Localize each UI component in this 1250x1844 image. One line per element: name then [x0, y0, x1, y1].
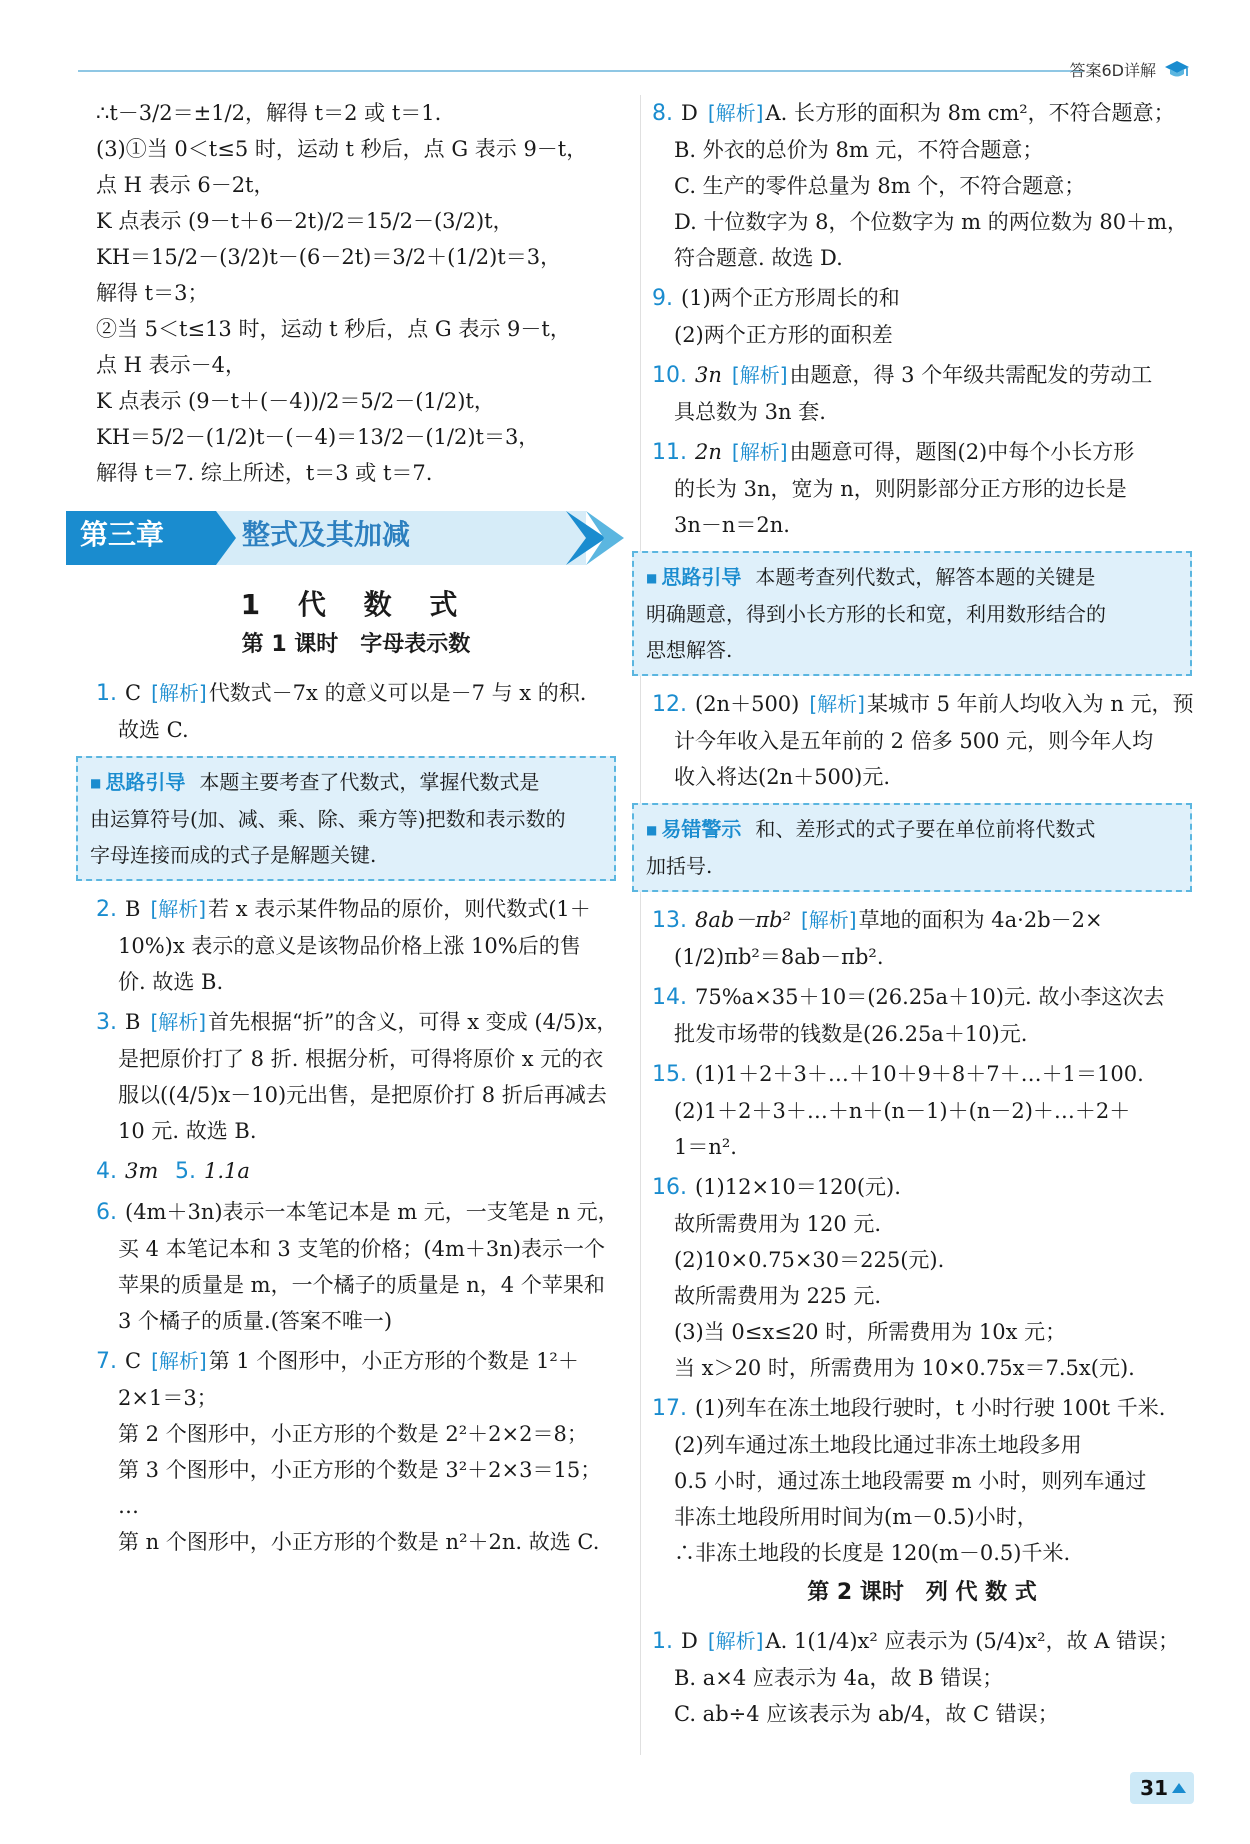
text-line: 第 3 个图形中，小正方形的个数是 3²＋2×3＝15；: [118, 1458, 602, 1482]
text-line: 3n－n＝2n.: [674, 513, 790, 537]
left-column: [80, 95, 619, 1564]
text-line: 由题意，得 3 个年级共需配发的劳动工: [789, 363, 1153, 387]
question-number: 11.: [652, 440, 687, 465]
answer: (2n＋500): [695, 692, 800, 716]
question-number: 15.: [652, 1062, 687, 1087]
text-line: 10%)x 表示的意义是该物品价格上涨 10%后的售: [118, 934, 581, 958]
text-line: 1＝n².: [674, 1135, 737, 1159]
tip-text: 和、差形式的式子要在单位前将代数式: [755, 817, 1096, 841]
text-line: B. 外衣的总价为 8m 元，不符合题意；: [674, 138, 1044, 162]
answer: C: [125, 1349, 142, 1373]
question-number: 2.: [96, 897, 117, 922]
question-9: [652, 280, 1192, 353]
question-6: [96, 1194, 619, 1339]
question-number: 1.: [652, 1629, 673, 1654]
text-line: K 点表示 (9－t＋(－4))/2＝5/2－(1/2)t，: [96, 389, 495, 413]
warning-box: [632, 803, 1192, 892]
text-line: 服以((4/5)x－10)元出售，是把原价打 8 折后再减去: [118, 1083, 607, 1107]
text-line: 的长为 3n，宽为 n，则阴影部分正方形的边长是: [674, 477, 1127, 501]
header: [1069, 58, 1190, 81]
previous-solution: [96, 95, 616, 491]
question-number: 3.: [96, 1010, 117, 1035]
question-1: [96, 675, 616, 748]
text-line: 第 2 个图形中，小正方形的个数是 2²＋2×2＝8；: [118, 1422, 588, 1446]
question-13: [652, 902, 1192, 975]
text-line: 具总数为 3n 套.: [674, 400, 826, 424]
graduation-cap-icon: [1164, 59, 1190, 81]
tip-text: 本题考查列代数式，解答本题的关键是: [755, 565, 1096, 589]
question-number: 9.: [652, 286, 673, 311]
text-line: 点 H 表示－4，: [96, 353, 247, 377]
question-number: 14.: [652, 985, 687, 1010]
tip-text: 由运算符号(加、减、乘、除、乘方等)把数和表示数的: [90, 807, 566, 831]
tip-text: 加括号.: [646, 854, 713, 878]
question-number: 17.: [652, 1396, 687, 1421]
tip-title: ■ 思路引导: [90, 770, 185, 794]
question-2: [96, 891, 616, 1000]
analysis-tag: [解析]: [801, 908, 857, 932]
lesson-title: 第 1 课时 字母表示数: [241, 632, 471, 657]
question-number: 1.: [96, 681, 117, 706]
question-number: 7.: [96, 1349, 117, 1374]
answer: 3n: [695, 363, 722, 387]
text-line: 故所需费用为 120 元.: [674, 1212, 882, 1236]
text-line: 75%a×35＋10＝(26.25a＋10)元. 故小李这次去: [695, 985, 1165, 1009]
text-line: …: [118, 1494, 139, 1518]
analysis-tag: [解析]: [707, 101, 764, 125]
text-line: 3 个橘子的质量.(答案不唯一): [118, 1309, 393, 1333]
answer: B: [125, 897, 141, 921]
text-line: 是把原价打了 8 折. 根据分析，可得将原价 x 元的衣: [118, 1047, 604, 1071]
text-line: 收入将达(2n＋500)元.: [674, 765, 891, 789]
text-line: 批发市场带的钱数是(26.25a＋10)元.: [674, 1022, 1028, 1046]
text-line: B. a×4 应表示为 4a，故 B 错误；: [674, 1666, 1004, 1690]
question-number: 10.: [652, 363, 687, 388]
analysis-tag: [解析]: [151, 1349, 207, 1373]
text-line: K 点表示 (9－t＋6－2t)/2＝15/2－(3/2)t，: [96, 209, 514, 233]
answer: 3m: [125, 1159, 159, 1183]
tip-text: 思想解答.: [646, 638, 733, 662]
analysis-tag: [解析]: [731, 363, 788, 387]
text-line: 点 H 表示 6－2t，: [96, 173, 275, 197]
chapter-number: 第三章: [80, 518, 165, 551]
question-16: [652, 1169, 1192, 1386]
analysis-tag: [解析]: [150, 897, 207, 921]
lesson2-question-1: [652, 1623, 1192, 1732]
text-line: A. 1(1/4)x² 应表示为 (5/4)x²，故 A 错误；: [765, 1629, 1180, 1653]
tip-box: [76, 756, 616, 881]
text-line: ∴非冻土地段的长度是 120(m－0.5)千米.: [674, 1541, 1071, 1565]
text-line: 当 x＞20 时，所需费用为 10×0.75x＝7.5x(元).: [674, 1356, 1135, 1380]
question-15: [652, 1056, 1192, 1165]
analysis-tag: [解析]: [150, 1010, 207, 1034]
text-line: 苹果的质量是 m，一个橘子的质量是 n，4 个苹果和: [118, 1273, 605, 1297]
question-12: [652, 686, 1192, 795]
text-line: (2)列车通过冻土地段比通过非冻土地段多用: [674, 1433, 1082, 1457]
question-number: 5.: [174, 1159, 196, 1184]
text-line: 由题意可得，题图(2)中每个小长方形: [789, 440, 1135, 464]
text-line: (1)列车在冻土地段行驶时，t 小时行驶 100t 千米.: [695, 1396, 1166, 1420]
lesson-title: 第 2 课时 列 代 数 式: [807, 1580, 1037, 1605]
question-number: 8.: [652, 101, 673, 126]
answer: 2n: [695, 440, 722, 464]
header-label: 答案6D详解: [1069, 61, 1156, 80]
text-line: 计今年收入是五年前的 2 倍多 500 元，则今年人均: [674, 729, 1154, 753]
question-17: [652, 1390, 1192, 1571]
right-column: [646, 95, 1194, 1736]
answer: 8ab－πb²: [695, 908, 791, 932]
text-line: 10 元. 故选 B.: [118, 1119, 257, 1143]
question-number: 16.: [652, 1175, 687, 1200]
question-number: 12.: [652, 692, 687, 717]
text-line: 故所需费用为 225 元.: [674, 1284, 882, 1308]
text-line: 代数式－7x 的意义可以是－7 与 x 的积.: [208, 681, 587, 705]
text-line: 草地的面积为 4a·2b－2×: [858, 908, 1103, 932]
text-line: 非冻土地段所用时间为(m－0.5)小时，: [674, 1505, 1038, 1529]
analysis-tag: [解析]: [707, 1629, 764, 1653]
question-number: 13.: [652, 908, 687, 933]
text-line: (2)10×0.75×30＝225(元).: [674, 1248, 945, 1272]
text-line: C. 生产的零件总量为 8m 个，不符合题意；: [674, 174, 1086, 198]
question-8: [652, 95, 1192, 276]
answer: C: [125, 681, 142, 705]
text-line: (3)当 0≤x≤20 时，所需费用为 10x 元；: [674, 1320, 1067, 1344]
question-3: [96, 1004, 616, 1149]
analysis-tag: [解析]: [731, 440, 788, 464]
question-11: [652, 434, 1192, 543]
answer: B: [125, 1010, 141, 1034]
header-rule: [78, 70, 1083, 72]
questions-4-5: [96, 1153, 616, 1190]
question-14: [652, 979, 1192, 1052]
text-line: ∴t－3/2＝±1/2，解得 t＝2 或 t＝1.: [96, 101, 442, 125]
text-line: 解得 t＝3；: [96, 281, 209, 305]
analysis-tag: [解析]: [809, 692, 865, 716]
tip-text: 本题主要考查了代数式，掌握代数式是: [199, 770, 540, 794]
text-line: D. 十位数字为 8，个位数字为 m 的两位数为 80＋m，: [674, 210, 1189, 234]
answer: 1.1a: [203, 1159, 250, 1183]
tip-box: [632, 551, 1192, 676]
text-line: 若 x 表示某件物品的原价，则代数式(1＋: [208, 897, 591, 921]
text-line: (1)1＋2＋3＋…＋10＋9＋8＋7＋…＋1＝100.: [695, 1062, 1144, 1086]
question-number: 4.: [96, 1159, 117, 1184]
text-line: C. ab÷4 应该表示为 ab/4，故 C 错误；: [674, 1702, 1059, 1726]
analysis-tag: [解析]: [151, 681, 207, 705]
text-line: (4m＋3n)表示一本笔记本是 m 元，一支笔是 n 元，: [125, 1200, 619, 1224]
question-7: [96, 1343, 616, 1560]
tip-text: 字母连接而成的式子是解题关键.: [90, 843, 377, 867]
text-line: (2)两个正方形的面积差: [674, 323, 893, 347]
question-10: [652, 357, 1192, 430]
text-line: (1/2)πb²＝8ab－πb².: [674, 945, 884, 969]
text-line: A. 长方形的面积为 8m cm²，不符合题意；: [765, 101, 1175, 125]
tip-title: ■ 思路引导: [646, 565, 741, 589]
question-number: 6.: [96, 1200, 117, 1225]
text-line: (2)1＋2＋3＋…＋n＋(n－1)＋(n－2)＋…＋2＋: [674, 1099, 1131, 1123]
text-line: KH＝5/2－(1/2)t－(－4)＝13/2－(1/2)t＝3，: [96, 425, 540, 449]
text-line: 解得 t＝7. 综上所述，t＝3 或 t＝7.: [96, 461, 433, 485]
text-line: 0.5 小时，通过冻土地段需要 m 小时，则列车通过: [674, 1469, 1147, 1493]
text-line: 符合题意. 故选 D.: [674, 246, 843, 270]
text-line: 价. 故选 B.: [118, 970, 224, 994]
text-line: 第 n 个图形中，小正方形的个数是 n²＋2n. 故选 C.: [118, 1530, 600, 1554]
text-line: 首先根据“折”的含义，可得 x 变成 (4/5)x，: [208, 1010, 618, 1034]
chapter-title: 整式及其加减: [242, 518, 411, 551]
text-line: (3)①当 0＜t≤5 时，运动 t 秒后，点 G 表示 9－t，: [96, 137, 588, 161]
text-line: 某城市 5 年前人均收入为 n 元，预: [866, 692, 1194, 716]
tip-title: ■ 易错警示: [646, 817, 741, 841]
text-line: 2×1＝3；: [118, 1386, 218, 1410]
text-line: (1)12×10＝120(元).: [695, 1175, 901, 1199]
text-line: ②当 5＜t≤13 时，运动 t 秒后，点 G 表示 9－t，: [96, 317, 571, 341]
page-number: 31: [1130, 1772, 1194, 1804]
text-line: 第 1 个图形中，小正方形的个数是 1²＋: [208, 1349, 579, 1373]
answer: D: [681, 101, 698, 125]
text-line: 故选 C.: [118, 718, 189, 742]
section-title: 1 代 数 式: [240, 588, 472, 621]
chapter-banner: [66, 503, 616, 573]
tip-text: 明确题意，得到小长方形的长和宽，利用数形结合的: [646, 602, 1106, 626]
text-line: 买 4 本笔记本和 3 支笔的价格；(4m＋3n)表示一个: [118, 1237, 605, 1261]
text-line: KH＝15/2－(3/2)t－(6－2t)＝3/2＋(1/2)t＝3，: [96, 245, 562, 269]
column-divider: [640, 95, 641, 1755]
answer: D: [681, 1629, 698, 1653]
text-line: (1)两个正方形周长的和: [681, 286, 900, 310]
